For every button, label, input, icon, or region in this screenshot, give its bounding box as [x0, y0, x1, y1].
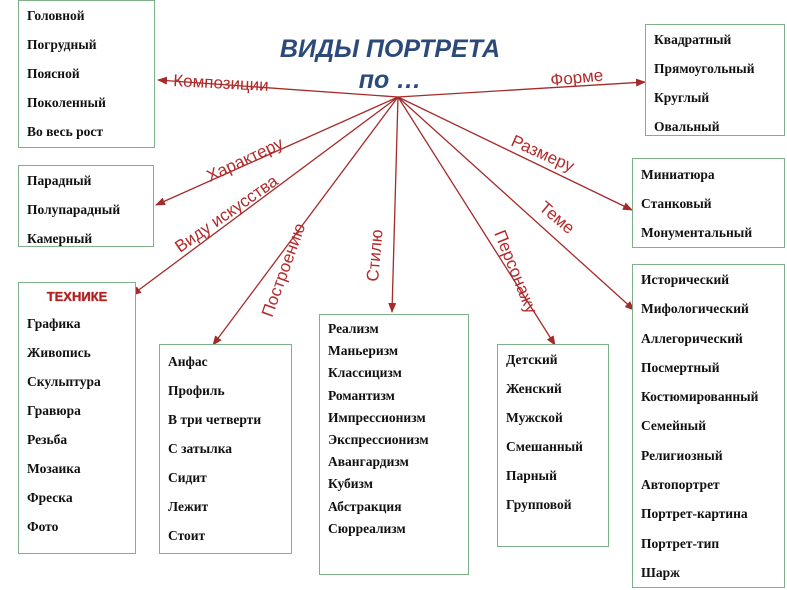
list-item: Импрессионизм — [328, 409, 426, 425]
list-item: Кубизм — [328, 476, 373, 492]
list-item: В три четверти — [168, 412, 262, 427]
box-construction — [159, 344, 292, 554]
label-theme: Теме — [535, 197, 579, 238]
title-line-1: ВИДЫ ПОРТРЕТА — [279, 35, 501, 63]
list-item: Романтизм — [328, 387, 395, 403]
list-item: Скульптура — [27, 374, 101, 389]
list-item: Автопортрет — [641, 477, 720, 493]
list-item: Миниатюра — [641, 167, 715, 182]
label-size: Размеру — [508, 131, 578, 176]
label-style: Стилю — [363, 228, 387, 283]
label-composition: Композиции — [172, 71, 270, 95]
list-item: Семейный — [641, 418, 706, 434]
box-character — [18, 165, 154, 247]
list-item: Посмертный — [641, 359, 720, 375]
title-line-2: по … — [358, 66, 422, 94]
list-item: Лежит — [168, 499, 209, 514]
list-item: Погрудный — [27, 37, 97, 52]
list-item: Портрет-картина — [641, 506, 748, 522]
box-heading: ТЕХНИКЕ — [46, 289, 108, 304]
list-item: Станковый — [641, 196, 712, 211]
list-item: Портрет-тип — [641, 535, 720, 551]
list-item: Смешанный — [506, 439, 583, 454]
list-item: Экспрессионизм — [328, 432, 429, 448]
list-item: Аллегорический — [641, 330, 743, 346]
list-item: Мифологический — [641, 301, 749, 317]
list-item: Стоит — [168, 528, 206, 543]
box-technique — [18, 282, 136, 554]
list-item: Гравюра — [27, 403, 81, 418]
list-item: Исторический — [641, 272, 730, 287]
label-construction: Построению — [257, 220, 310, 320]
list-item: Авангардизм — [328, 454, 409, 470]
box-size — [632, 158, 785, 248]
label-person: Персонажу — [490, 227, 541, 317]
list-item: Головной — [27, 8, 85, 23]
list-item: Детский — [506, 352, 558, 367]
list-item: Реализм — [328, 321, 379, 336]
list-item: Маньеризм — [328, 343, 399, 359]
label-character: Характеру — [203, 133, 287, 186]
list-item: Полупарадный — [27, 202, 121, 217]
list-item: Абстракция — [328, 498, 402, 514]
list-item: Мозаика — [27, 461, 81, 476]
list-item: Во весь рост — [27, 124, 103, 139]
list-item: Мужской — [506, 410, 563, 425]
box-person — [497, 344, 609, 547]
box-style — [319, 314, 469, 575]
box-theme — [632, 264, 785, 588]
list-item: Шарж — [641, 564, 680, 580]
list-item: Сидит — [168, 470, 207, 485]
list-item: Камерный — [27, 231, 93, 246]
list-item: Квадратный — [654, 32, 732, 47]
list-item: Живопись — [27, 345, 91, 360]
list-item: Поясной — [27, 66, 80, 81]
list-item: Групповой — [506, 497, 572, 512]
list-item: Резьба — [27, 432, 68, 447]
list-item: Женский — [506, 381, 562, 396]
list-item: Профиль — [168, 383, 225, 398]
list-item: Парный — [506, 468, 557, 483]
arrow-style — [392, 97, 398, 312]
list-item: Круглый — [654, 90, 710, 105]
arrow-construction — [213, 97, 398, 345]
list-item: Графика — [27, 316, 81, 331]
list-item: С затылка — [168, 441, 233, 456]
list-item: Сюрреализм — [328, 520, 406, 536]
list-item: Парадный — [27, 173, 92, 188]
list-item: Фото — [27, 519, 59, 534]
list-item: Овальный — [654, 119, 720, 134]
label-art-type: Виду искусства — [171, 171, 282, 257]
list-item: Костюмированный — [641, 389, 759, 405]
diagram-title — [260, 34, 520, 96]
label-form: Форме — [549, 65, 605, 90]
list-item: Классицизм — [328, 365, 402, 381]
list-item: Фреска — [27, 490, 73, 505]
box-composition — [18, 0, 155, 148]
list-item: Религиозный — [641, 447, 723, 463]
list-item: Прямоугольный — [654, 61, 755, 76]
box-form — [645, 24, 785, 136]
list-item: Монументальный — [641, 225, 753, 240]
list-item: Анфас — [168, 354, 208, 369]
list-item: Поколенный — [27, 95, 106, 110]
